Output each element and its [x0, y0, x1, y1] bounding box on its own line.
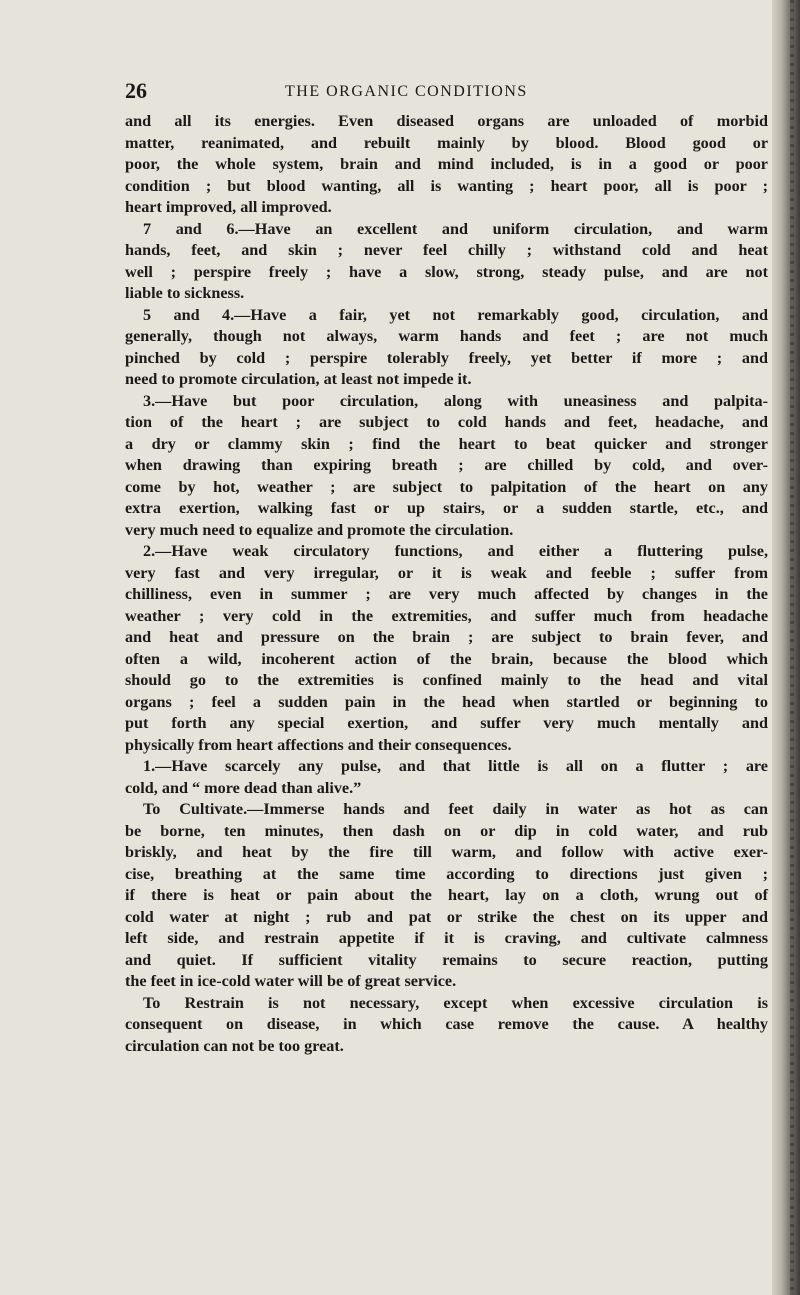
text-line: consequent on disease, in which case remove the cause. A healthy: [125, 1015, 768, 1033]
page-number: 26: [125, 78, 147, 103]
text-line: physically from heart affections and their consequences.: [125, 735, 512, 754]
text-line: heart improved, all improved.: [125, 198, 332, 216]
paragraph: [125, 305, 768, 391]
paragraph: [125, 993, 768, 1058]
text-line: pinched by cold ; perspire tolerably freely, yet better if more ; and: [125, 348, 768, 367]
text-line: hands, feet, and skin ; never feel chilly ; withstand cold and heat: [125, 241, 768, 259]
text-line: condition ; but blood wanting, all is wanting ; heart poor, all is poor ;: [125, 176, 768, 195]
text-line: be borne, ten minutes, then dash on or dip in cold water, and rub: [125, 821, 768, 840]
text-line: cold, and “ more dead than alive.”: [125, 778, 362, 797]
text-line: and heat and pressure on the brain ; are subject to brain fever, and: [125, 628, 768, 646]
paragraph: [125, 799, 768, 993]
paragraph: [125, 756, 768, 799]
paragraph: [125, 391, 768, 542]
text-line: come by hot, weather ; are subject to palpitation of the heart on any: [125, 477, 768, 496]
text-line: chilliness, even in summer ; are very much affected by changes in the: [125, 585, 768, 603]
text-line: cise, breathing at the same time according to directions just given ;: [125, 864, 768, 883]
text-line: 3.—Have but poor circulation, along with uneasiness and palpita-: [143, 391, 768, 410]
text-line: put forth any special exertion, and suffer very much mentally and: [125, 714, 768, 732]
page-header: [125, 78, 765, 108]
text-line: cold water at night ; rub and pat or strike the chest on its upper and: [125, 907, 768, 926]
paragraph: [125, 219, 768, 305]
text-line: left side, and restrain appetite if it is craving, and cultivate calmness: [125, 929, 768, 947]
text-line: and quiet. If sufficient vitality remains to secure reaction, putting: [125, 950, 768, 969]
text-line: To Restrain is not necessary, except when excessive circulation is: [143, 993, 768, 1012]
text-line: To Cultivate.—Immerse hands and feet daily in water as hot as can: [143, 800, 768, 818]
text-line: 2.—Have weak circulatory functions, and either a fluttering pulse,: [143, 542, 768, 560]
text-line: poor, the whole system, brain and mind included, is in a good or poor: [125, 155, 768, 173]
text-line: 7 and 6.—Have an excellent and uniform circulation, and warm: [143, 219, 768, 238]
text-line: organs ; feel a sudden pain in the head when startled or beginning to: [125, 692, 768, 711]
text-line: 5 and 4.—Have a fair, yet not remarkably good, circulation, and: [143, 305, 768, 324]
text-line: 1.—Have scarcely any pulse, and that little is all on a flutter ; are: [143, 757, 768, 775]
text-line: if there is heat or pain about the heart, lay on a cloth, wrung out of: [125, 886, 768, 904]
text-line: liable to sickness.: [125, 284, 245, 302]
paragraph: [125, 541, 768, 756]
text-line: weather ; very cold in the extremities, and suffer much from headache: [125, 606, 768, 625]
page-edge-shadow: [772, 0, 800, 1295]
text-line: circulation can not be too great.: [125, 1036, 344, 1055]
text-line: often a wild, incoherent action of the brain, because the blood which: [125, 649, 768, 668]
text-line: well ; perspire freely ; have a slow, strong, steady pulse, and are not: [125, 262, 768, 281]
text-line: when drawing than expiring breath ; are chilled by cold, and over-: [125, 456, 768, 474]
paragraph: [125, 111, 768, 219]
running-head: THE ORGANIC CONDITIONS: [285, 83, 528, 100]
body-text: [125, 111, 768, 1057]
text-line: very fast and very irregular, or it is weak and feeble ; suffer from: [125, 563, 768, 582]
text-line: generally, though not always, warm hands and feet ; are not much: [125, 327, 768, 345]
text-line: briskly, and heat by the fire till warm, and follow with active exer-: [125, 843, 768, 861]
text-line: should go to the extremities is confined mainly to the head and vital: [125, 671, 768, 689]
text-line: and all its energies. Even diseased organs are unloaded of morbid: [125, 112, 768, 130]
text-line: tion of the heart ; are subject to cold hands and feet, headache, and: [125, 413, 768, 431]
binding-strip: [790, 0, 794, 1295]
text-line: the feet in ice-cold water will be of great service.: [125, 972, 457, 990]
text-line: a dry or clammy skin ; find the heart to beat quicker and stronger: [125, 434, 768, 453]
text-line: matter, reanimated, and rebuilt mainly by blood. Blood good or: [125, 133, 768, 152]
text-line: extra exertion, walking fast or up stairs, or a sudden startle, etc., and: [125, 499, 768, 517]
text-line: need to promote circulation, at least not impede it.: [125, 370, 472, 388]
text-line: very much need to equalize and promote the circulation.: [125, 520, 514, 539]
